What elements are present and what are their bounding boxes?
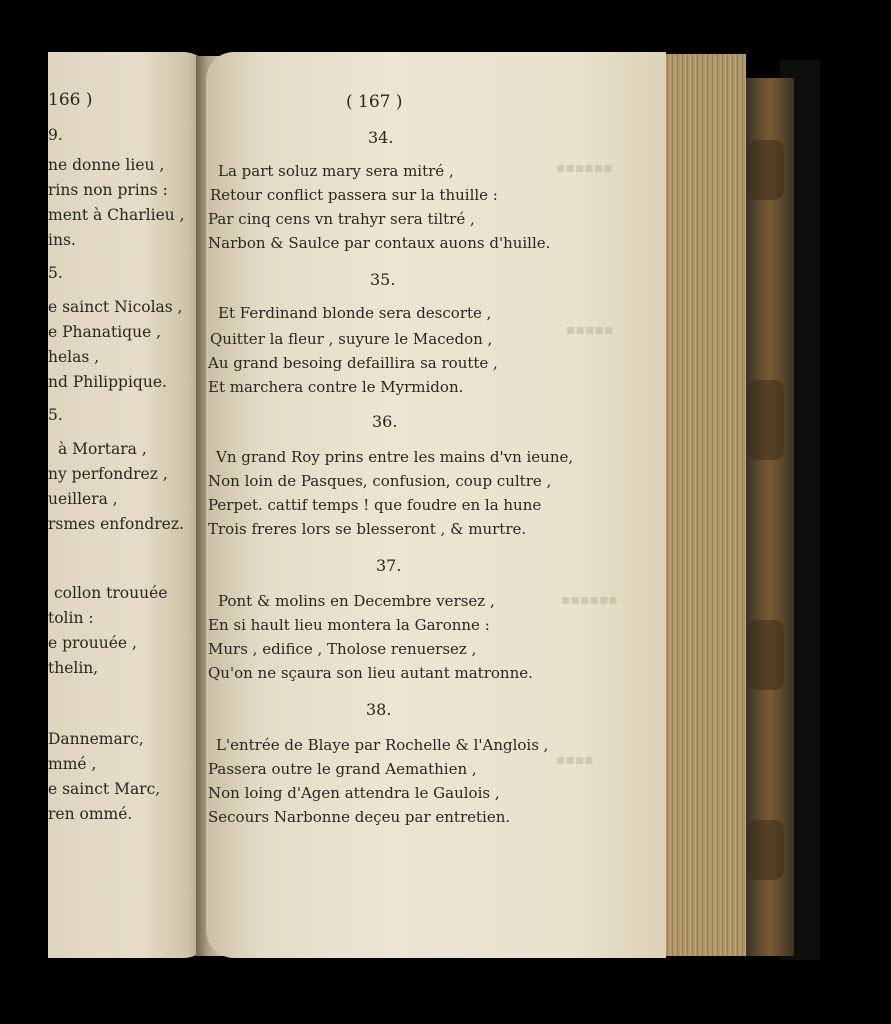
left-line: ne donne lieu , [48, 156, 165, 174]
left-line: e sainct Marc, [48, 780, 161, 798]
left-line: à Mortara , [58, 440, 147, 458]
left-line: 5. [48, 264, 63, 282]
quatrain-number: 36. [372, 412, 398, 431]
bleed-through: ▪▪▪▪▪ [566, 322, 614, 338]
verse-line: Et Ferdinand blonde sera descorte , [218, 304, 492, 322]
cover-marbling [748, 380, 784, 460]
verse-line: Et marchera contre le Myrmidon. [208, 378, 464, 396]
quatrain-number: 38. [366, 700, 392, 719]
left-line: ins. [48, 231, 76, 249]
cover-marbling [748, 820, 784, 880]
left-folio: 166 ) [48, 90, 93, 110]
left-line: e prouuée , [48, 634, 137, 652]
bleed-through: ▪▪▪▪▪▪ [561, 592, 618, 608]
bleed-through: ▪▪▪▪ [556, 752, 594, 768]
left-line: nd Philippique. [48, 373, 167, 391]
verse-line: Passera outre le grand Aemathien , [208, 760, 477, 778]
quatrain-number: 35. [370, 270, 396, 289]
right-folio: ( 167 ) [346, 92, 403, 112]
cover-marbling [748, 140, 784, 200]
left-line: ren ommé. [48, 805, 133, 823]
verse-line: Par cinq cens vn trahyr sera tiltré , [208, 210, 475, 228]
verse-line: Quitter la fleur , suyure le Macedon , [210, 330, 493, 348]
verse-line: Non loin de Pasques, confusion, coup cultre , [208, 472, 552, 490]
verse-line: L'entrée de Blaye par Rochelle & l'Anglois , [216, 736, 549, 754]
left-line: rins non prins : [48, 181, 168, 199]
cover-marbling [748, 620, 784, 690]
left-page [48, 52, 213, 958]
left-line: Dannemarc, [48, 730, 144, 748]
verse-line: En si hault lieu montera la Garonne : [208, 616, 490, 634]
left-line: thelin, [48, 659, 99, 677]
verse-line: Au grand besoing defaillira sa routte , [208, 354, 498, 372]
verse-line: Murs , edifice , Tholose renuersez , [208, 640, 477, 658]
verse-line: Trois freres lors se blesseront , & murtre. [208, 520, 527, 538]
verse-line: Vn grand Roy prins entre les mains d'vn ieune, [216, 448, 574, 466]
left-line: e Phanatique , [48, 323, 162, 341]
left-line: ueillera , [48, 490, 118, 508]
left-line: mmé , [48, 755, 97, 773]
left-line: rsmes enfondrez. [48, 515, 184, 533]
quatrain-number: 37. [376, 556, 402, 575]
left-line: collon trouuée [54, 584, 168, 602]
verse-line: Retour conflict passera sur la thuille : [210, 186, 498, 204]
left-line: 9. [48, 126, 63, 144]
quatrain-number: 34. [368, 128, 394, 147]
right-page [206, 52, 666, 958]
left-line: e sainct Nicolas , [48, 298, 183, 316]
left-line: helas , [48, 348, 100, 366]
left-line: ment à Charlieu , [48, 206, 185, 224]
verse-line: Pont & molins en Decembre versez , [218, 592, 495, 610]
verse-line: Secours Narbonne deçeu par entretien. [208, 808, 511, 826]
verse-line: Narbon & Saulce par contaux auons d'huille. [208, 234, 551, 252]
left-line: ny perfondrez , [48, 465, 168, 483]
left-line: tolin : [48, 609, 94, 627]
verse-line: Perpet. cattif temps ! que foudre en la hune [208, 496, 542, 514]
left-line: 5. [48, 406, 63, 424]
page-block-edge [663, 54, 746, 956]
verse-line: La part soluz mary sera mitré , [218, 162, 454, 180]
verse-line: Qu'on ne sçaura son lieu autant matronne. [208, 664, 533, 682]
bleed-through: ▪▪▪▪▪▪ [556, 160, 613, 176]
verse-line: Non loing d'Agen attendra le Gaulois , [208, 784, 500, 802]
